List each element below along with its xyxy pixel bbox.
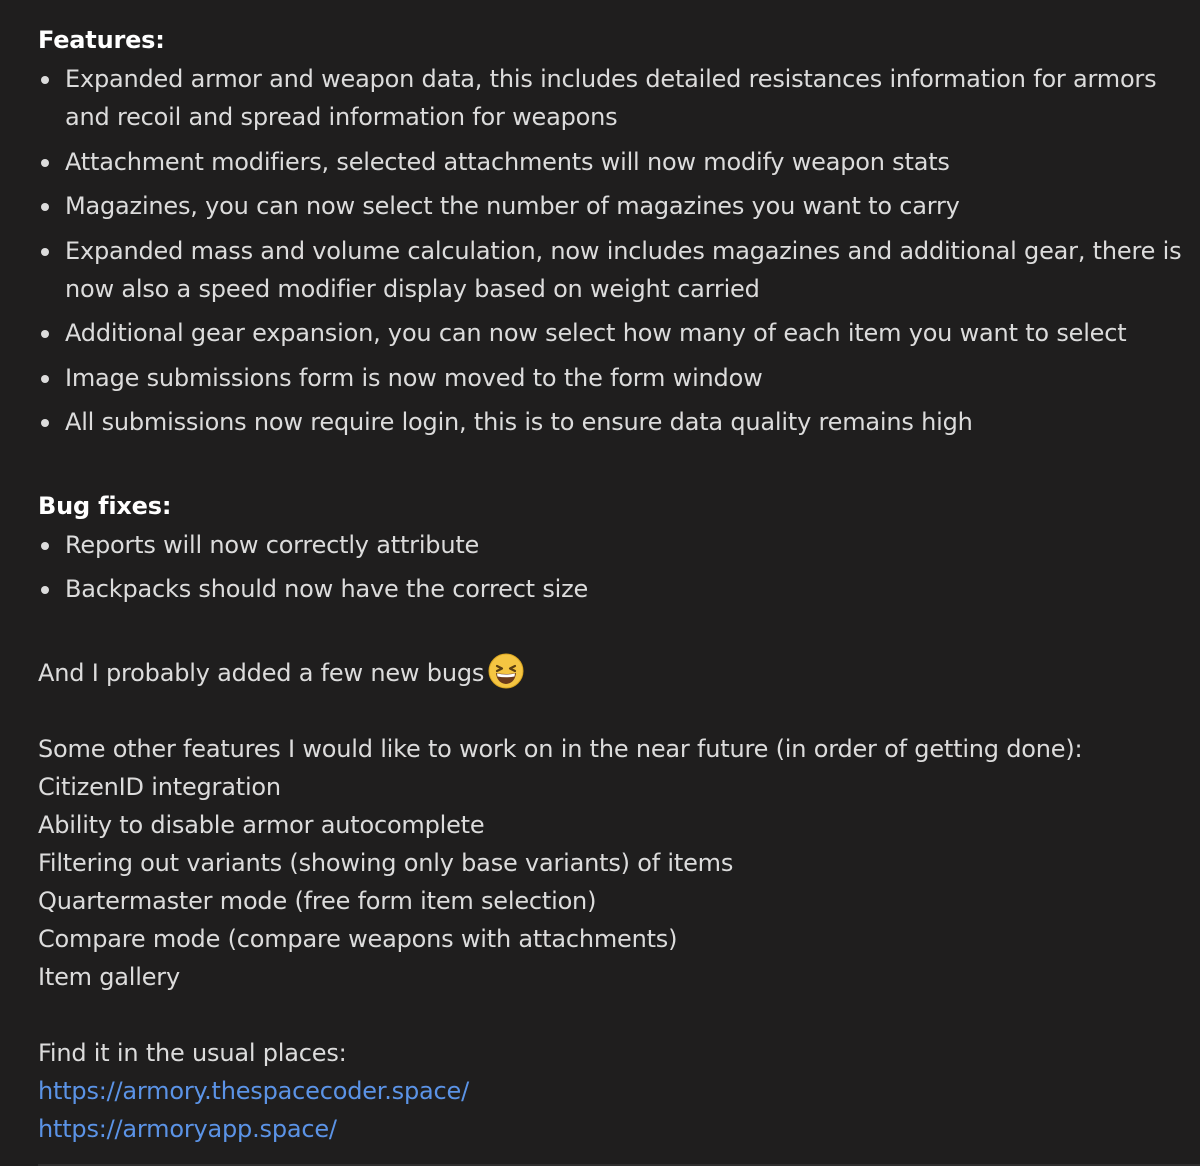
list-item: Expanded mass and volume calculation, now includes magazines and additional gear, there is now also a speed modifier display based on weight carried (38, 232, 1188, 308)
features-list (38, 60, 1188, 441)
list-item: Reports will now correctly attribute (38, 526, 1188, 564)
future-item: Compare mode (compare weapons with attachments) (38, 924, 678, 953)
future-item: Filtering out variants (showing only base variants) of items (38, 848, 734, 877)
armory-link[interactable]: https://armory.thespacecoder.space/ (38, 1076, 469, 1105)
features-heading: Features: (38, 26, 165, 54)
armoryapp-link[interactable]: https://armoryapp.space/ (38, 1114, 337, 1143)
list-item: Magazines, you can now select the number of magazines you want to carry (38, 187, 1188, 225)
list-item: Image submissions form is now moved to the form window (38, 359, 1188, 397)
list-item: Attachment modifiers, selected attachments will now modify weapon stats (38, 143, 1188, 181)
list-item: Backpacks should now have the correct size (38, 570, 1188, 608)
closing-line-text: And I probably added a few new bugs (38, 658, 485, 687)
links-intro: Find it in the usual places: (38, 1038, 347, 1067)
bug-fixes-list (38, 526, 1188, 609)
future-item: Ability to disable armor autocomplete (38, 810, 485, 839)
closing-line (38, 653, 1188, 692)
list-item: Expanded armor and weapon data, this includes detailed resistances information for armors and recoil and spread information for weapons (38, 60, 1188, 136)
grinning-squinting-face-icon (488, 653, 524, 689)
future-intro: Some other features I would like to work on in the near future (in order of getting done): (38, 734, 1083, 763)
list-item: Additional gear expansion, you can now select how many of each item you want to select (38, 314, 1188, 352)
future-item: Quartermaster mode (free form item selection) (38, 886, 597, 915)
chat-message-body (38, 20, 1188, 1148)
bug-fixes-heading: Bug fixes: (38, 491, 172, 520)
future-item: Item gallery (38, 962, 180, 991)
list-item: All submissions now require login, this is to ensure data quality remains high (38, 403, 1188, 441)
future-item: CitizenID integration (38, 772, 281, 801)
